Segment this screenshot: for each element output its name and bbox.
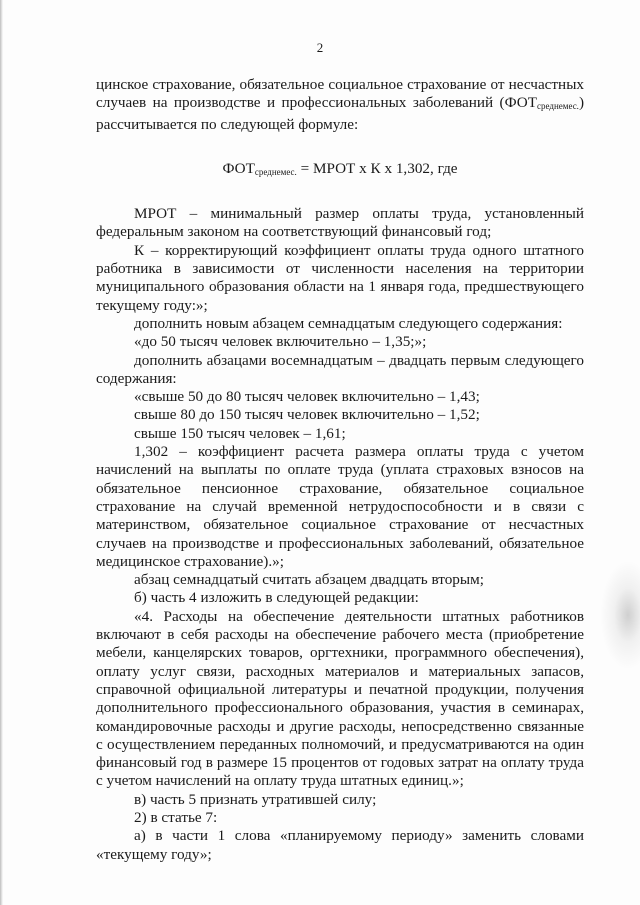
formula bbox=[96, 160, 584, 181]
formula-subscript: среднемес. bbox=[254, 166, 297, 177]
paragraph-up-to-50k: «до 50 тысяч человек включительно – 1,35;»; bbox=[134, 333, 427, 351]
document-body bbox=[96, 76, 584, 864]
paragraph-80-150k: свыше 80 до 150 тысяч человек включительно – 1,52; bbox=[134, 406, 480, 424]
paragraph-continuation bbox=[96, 76, 584, 134]
paragraph-1302: 1,302 – коэффициент расчета размера оплаты труда с учетом начислений на выплаты по оплате труда (уплата страховых взносов на обязательное пенсионное страхование, обязательное социальное страхование на случай временной нетрудоспособности и в связи с материнством, обязательное социальное страхование от несчастных случаев на производстве и профессиональных заболеваний, обязательное медицинское страхование).»; bbox=[96, 443, 584, 570]
paragraph-text: ) рассчитывается по следующей формуле: bbox=[96, 94, 584, 133]
paragraph-add-17: дополнить новым абзацем семнадцатым следующего содержания: bbox=[134, 314, 563, 332]
paragraph-part-4: б) часть 4 изложить в следующей редакции: bbox=[134, 589, 419, 607]
paragraph-mrot: МРОТ – минимальный размер оплаты труда, установленный федеральным законом на соответствующий финансовый год; bbox=[96, 205, 584, 241]
formula-text: ФОТ bbox=[222, 159, 255, 177]
paragraph-text: цинское страхование, обязательное социальное страхование от несчастных случаев на производстве и профессиональных заболеваний (ФОТ bbox=[96, 76, 584, 112]
subscript-text: среднемес. bbox=[537, 101, 579, 112]
paragraph-article-7: 2) в статье 7: bbox=[134, 808, 218, 826]
paragraph-50-80k: «свыше 50 до 80 тысяч человек включительно – 1,43; bbox=[134, 388, 480, 406]
paragraph-part-1: а) в части 1 слова «планируемому периоду» заменить словами «текущему году»; bbox=[96, 827, 584, 863]
paragraph-expenses: «4. Расходы на обеспечение деятельности штатных работников включают в себя расходы на обеспечение рабочего места (приобретение мебели, канцелярских товаров, оргтехники, программного обеспечения), оплату услуг связи, расходных материалов и материальных запасов, справочной официальной литературы и печатной продукции, получения дополнительного профессионального образования, участия в семинарах, командировочные расходы и другие расходы, непосредственно связанные с осуществлением переданных полномочий, и предусматриваются на один финансовый год в размере 15 процентов от годовых затрат на оплату труда с учетом начислений на оплату труда штатных единиц.»; bbox=[96, 607, 584, 790]
paragraph-add-18-21: дополнить абзацами восемнадцатым – двадцать первым следующего содержания: bbox=[96, 351, 584, 387]
paragraph-part-5: в) часть 5 признать утратившей силу; bbox=[134, 790, 377, 808]
scan-noise bbox=[600, 560, 640, 670]
scan-edge-shadow bbox=[0, 0, 3, 905]
paragraph-k: К – корректирующий коэффициент оплаты труда одного штатного работника в зависимости от численности населения на территории муниципального образования области на 1 января года, предшествующего текущему году:»; bbox=[96, 241, 584, 314]
paragraph-over-150k: свыше 150 тысяч человек – 1,61; bbox=[134, 424, 346, 442]
formula-text: = МРОТ х К х 1,302, где bbox=[296, 159, 458, 177]
paragraph-renumber: абзац семнадцатый считать абзацем двадцать вторым; bbox=[134, 571, 484, 589]
page-number: 2 bbox=[316, 40, 324, 55]
